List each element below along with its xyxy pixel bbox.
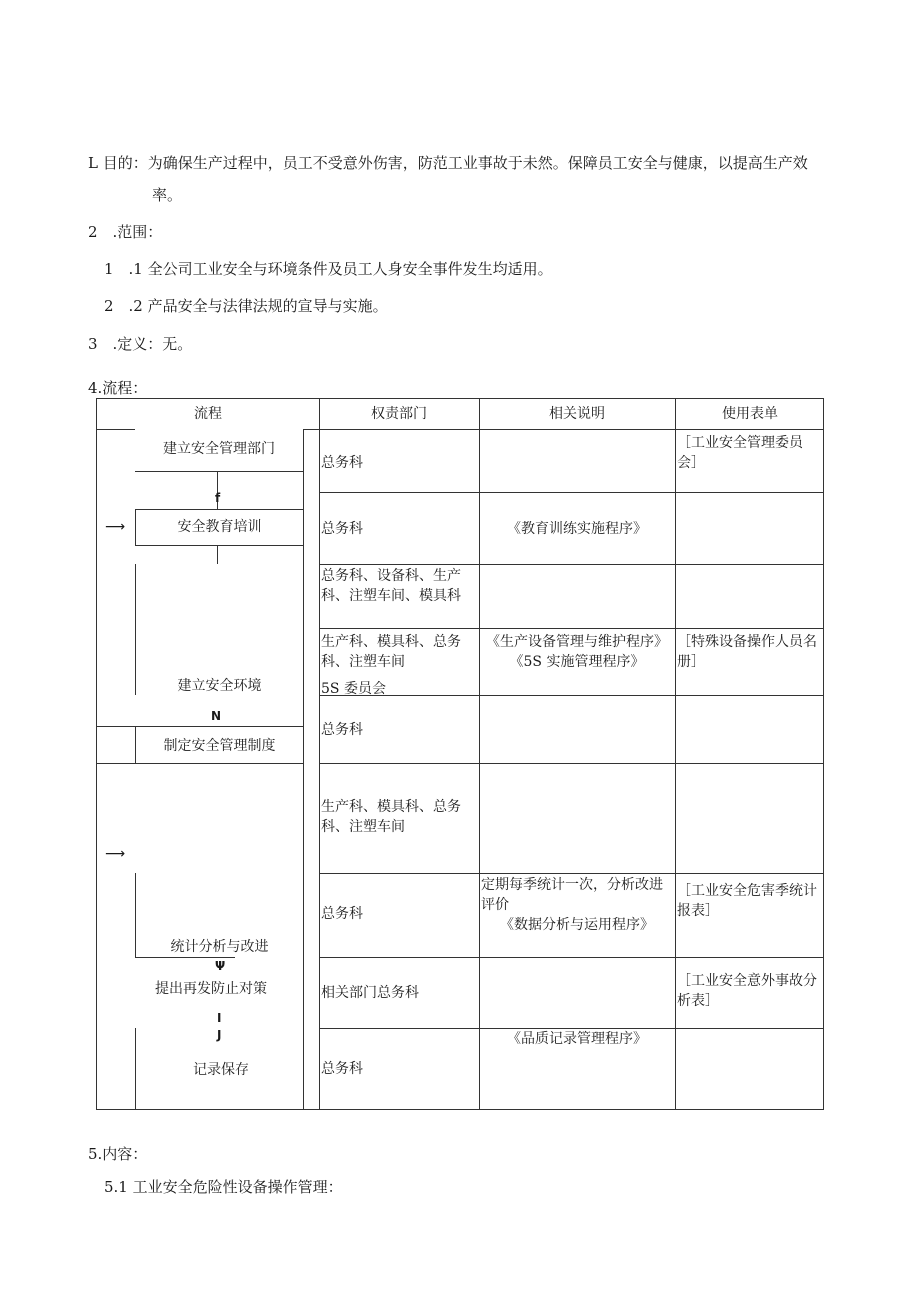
header-flow: 流程 [194, 406, 222, 422]
flow-mark-n: N [211, 709, 222, 723]
row-4-form: ［特殊设备操作人员名册］ [677, 634, 817, 670]
content-item-5-1: 5.1 工业安全危险性设备操作管理： [104, 1178, 343, 1196]
row-8-form: ［工业安全意外事故分析表］ [677, 973, 817, 1009]
row-8-dept: 相关部门总务科 [321, 985, 419, 1001]
row-divider [319, 763, 824, 764]
row-6-dept: 生产科、模具科、总务科、注塑车间 [321, 799, 461, 835]
arrow-icon: ⟶ [105, 519, 126, 535]
row-4-dept-extra: 5S 委员会 [321, 681, 386, 697]
process-table [96, 398, 824, 1110]
row-divider [319, 695, 824, 696]
scope-item-2: 2 .2 产品安全与法律法规的宣导与实施。 [104, 297, 388, 315]
flow-step-7: 记录保存 [193, 1062, 249, 1078]
process-heading: 4.流程： [88, 379, 148, 397]
row-divider [319, 564, 824, 565]
row-7-form: ［工业安全危害季统计报表］ [677, 883, 817, 919]
flow-step-3: 建立安全环境 [177, 678, 262, 694]
flow-step-6: 提出再发防止对策 [155, 981, 267, 997]
row-5-dept: 总务科 [321, 722, 363, 738]
scope-item-1: 1 .1 全公司工业安全与环境条件及员工人身安全事件发生均适用。 [104, 260, 553, 278]
purpose-line-2: 率。 [152, 186, 183, 204]
header-desc: 相关说明 [549, 406, 605, 422]
content-heading: 5.内容： [88, 1145, 148, 1163]
row-9-desc: 《品质记录管理程序》 [507, 1031, 647, 1047]
row-3-dept: 总务科、设备科、生产科、注塑车间、模具科 [321, 568, 461, 604]
flow-mark-psi: Ψ [215, 959, 226, 973]
row-4-dept: 生产科、模具科、总务科、注塑车间 [321, 634, 461, 670]
flow-step-5: 统计分析与改进 [170, 939, 269, 955]
flow-divider [97, 726, 303, 727]
row-9-dept: 总务科 [321, 1061, 363, 1077]
flow-step-1: 建立安全管理部门 [135, 429, 304, 472]
flow-divider [135, 957, 235, 958]
row-7-dept: 总务科 [321, 906, 363, 922]
definition-heading: 3 .定义：无。 [88, 335, 193, 353]
flow-divider [97, 763, 303, 764]
flow-mark-j: J [217, 1028, 222, 1042]
flow-step-4: 制定安全管理制度 [163, 738, 276, 754]
scope-heading: 2 .范围： [88, 223, 163, 241]
row-1-form: ［工业安全管理委员会］ [677, 435, 803, 471]
flow-mark-f: f [215, 491, 221, 505]
row-divider [319, 492, 824, 493]
row-7-desc-2: 《数据分析与运用程序》 [500, 917, 654, 933]
arrow-icon: ⟶ [105, 846, 126, 862]
row-2-desc: 《教育训练实施程序》 [507, 521, 647, 537]
column-divider [319, 399, 320, 1110]
flow-step-2: 安全教育培训 [135, 509, 304, 546]
header-dept: 权责部门 [371, 406, 427, 422]
header-form: 使用表单 [722, 406, 778, 422]
flow-connector [217, 545, 218, 564]
row-divider [319, 957, 824, 958]
row-divider [319, 628, 824, 629]
purpose-line-1: L 目的：为确保生产过程中，员工不受意外伤害，防范工业事故于未然。保障员工安全与健康，以提高生产效 [88, 154, 808, 172]
flow-mark-i: I [217, 1011, 222, 1025]
row-1-dept: 总务科 [321, 455, 363, 471]
column-divider [479, 399, 480, 1110]
row-4-desc: 《生产设备管理与维护程序》《5S 实施管理程序》 [486, 634, 668, 670]
row-7-desc: 定期每季统计一次，分析改进评价 [481, 877, 663, 913]
row-divider [319, 873, 824, 874]
row-2-dept: 总务科 [321, 521, 363, 537]
column-divider [675, 399, 676, 1110]
